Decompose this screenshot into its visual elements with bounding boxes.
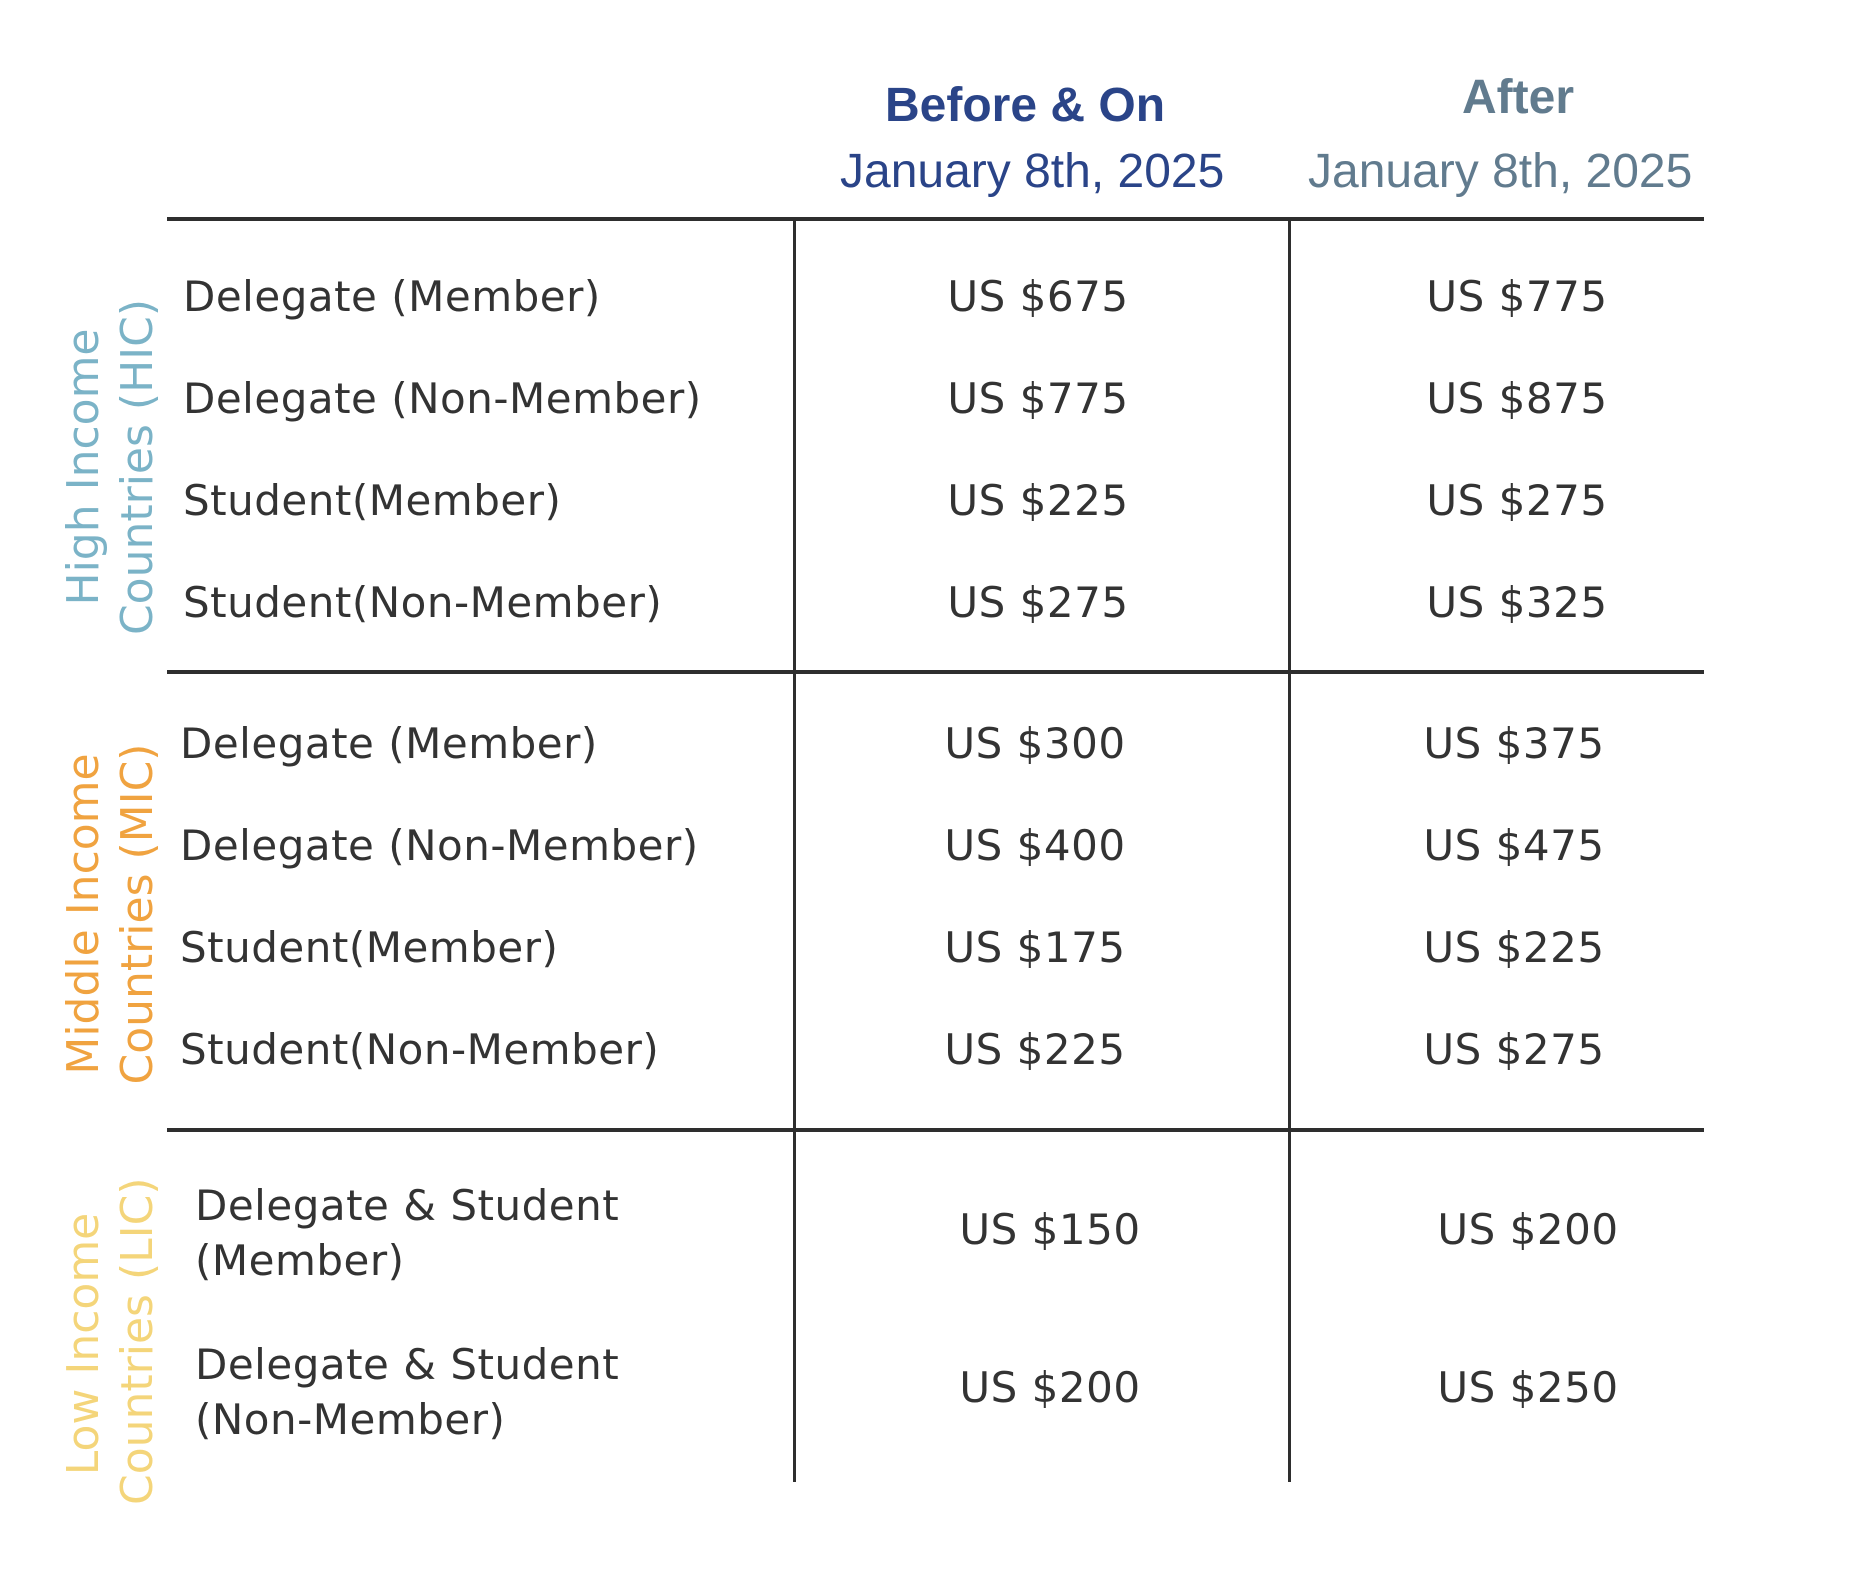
price-after: US $275 xyxy=(1423,1025,1605,1074)
mic-lic-divider xyxy=(167,1128,1704,1132)
price-before: US $200 xyxy=(959,1363,1141,1412)
group-label-mic-line1: Middle Income xyxy=(58,753,109,1075)
group-label-hic-line1: High Income xyxy=(58,328,109,606)
before-header-date: January 8th, 2025 xyxy=(840,145,1225,198)
price-before: US $225 xyxy=(944,1025,1126,1074)
row-label: Delegate (Non-Member) xyxy=(183,374,702,423)
price-after: US $475 xyxy=(1423,821,1605,870)
group-label-lic xyxy=(57,1177,165,1505)
group-label-hic xyxy=(57,279,165,655)
price-before: US $400 xyxy=(944,821,1126,870)
group-label-hic-line2: Countries (HIC) xyxy=(112,298,163,636)
row-label-line1: Delegate & Student xyxy=(195,1340,620,1389)
price-before: US $225 xyxy=(947,476,1129,525)
price-before: US $300 xyxy=(944,719,1126,768)
column-divider-1 xyxy=(793,217,796,1482)
after-header-title: After xyxy=(1462,71,1575,124)
row-label xyxy=(195,1337,619,1447)
group-label-mic-line2: Countries (MIC) xyxy=(112,743,163,1085)
hic-mic-divider xyxy=(167,670,1704,674)
group-label-lic-line1: Low Income xyxy=(58,1212,109,1476)
row-label: Student(Non-Member) xyxy=(180,1025,660,1074)
row-label: Delegate (Member) xyxy=(183,272,601,321)
price-after: US $775 xyxy=(1426,272,1608,321)
price-after: US $325 xyxy=(1426,578,1608,627)
price-after: US $225 xyxy=(1423,923,1605,972)
price-after: US $875 xyxy=(1426,374,1608,423)
row-label: Delegate (Non-Member) xyxy=(180,821,699,870)
row-label: Delegate (Member) xyxy=(180,719,598,768)
table-top-rule xyxy=(167,217,1704,221)
price-before: US $275 xyxy=(947,578,1129,627)
price-after: US $200 xyxy=(1437,1205,1619,1254)
group-label-mic xyxy=(57,733,165,1095)
after-header-date: January 8th, 2025 xyxy=(1308,145,1693,198)
group-label-lic-line2: Countries (LIC) xyxy=(112,1177,163,1505)
price-after: US $375 xyxy=(1423,719,1605,768)
row-label: Student(Member) xyxy=(183,476,562,525)
price-before: US $175 xyxy=(944,923,1126,972)
column-divider-2 xyxy=(1288,217,1291,1482)
price-after: US $275 xyxy=(1426,476,1608,525)
row-label: Student(Member) xyxy=(180,923,559,972)
row-label xyxy=(195,1178,619,1288)
price-after: US $250 xyxy=(1437,1363,1619,1412)
before-header-title: Before & On xyxy=(885,79,1166,132)
row-label-line1: Delegate & Student xyxy=(195,1181,620,1230)
row-label-line2: (Non-Member) xyxy=(195,1395,506,1444)
price-before: US $150 xyxy=(959,1205,1141,1254)
row-label: Student(Non-Member) xyxy=(183,578,663,627)
price-before: US $775 xyxy=(947,374,1129,423)
row-label-line2: (Member) xyxy=(195,1236,405,1285)
price-before: US $675 xyxy=(947,272,1129,321)
